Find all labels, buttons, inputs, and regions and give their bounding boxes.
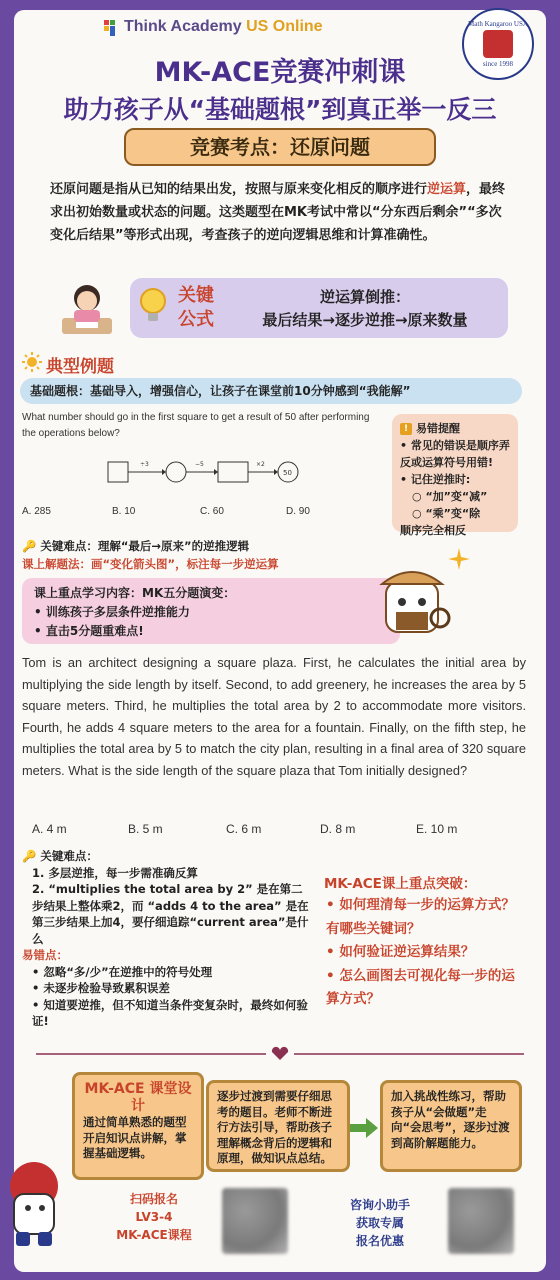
option-b: B. 5 m	[128, 822, 163, 836]
op-label: −5	[195, 461, 204, 468]
result-label: 50	[283, 469, 292, 477]
key-formula-line1: 逆运算倒推：	[319, 288, 410, 306]
option-a: A. 4 m	[32, 822, 67, 836]
math-kangaroo-seal: Math Kangaroo USA since 1998	[462, 8, 534, 80]
sun-icon	[22, 352, 42, 372]
mascot-illustration-icon	[0, 1152, 70, 1252]
consult-cta: 咨询小助手 获取专属 报名优惠	[349, 1198, 410, 1248]
page-subtitle: 助力孩子从“基础题根”到真正举一反三	[63, 95, 497, 124]
topic-banner: 竞赛考点：还原问题	[124, 128, 436, 166]
option-e: E. 10 m	[416, 822, 458, 836]
detective-mascot-icon	[372, 560, 452, 644]
student-illustration-icon	[58, 278, 116, 336]
difficulty-1: 🔑 关键难点：理解“最后→原来”的逆推逻辑	[22, 539, 250, 553]
choice-b: B. 10	[112, 506, 136, 517]
design-step-1: MK-ACE 课堂设计 通过简单熟悉的题型开启知识点讲解，掌握基础逻辑。	[72, 1072, 204, 1180]
op-label: ÷3	[140, 461, 149, 468]
choice-a: A. 285	[22, 506, 51, 517]
qr-code-consult[interactable]	[448, 1188, 514, 1254]
lightbulb-icon	[138, 286, 168, 326]
key-formula-label: 关键 公式	[178, 285, 214, 330]
method-1: 课上解题法：画“变化箭头图”，标注每一步逆运算	[22, 557, 279, 571]
key-formula-line2: 最后结果→逐步逆推→原来数量	[262, 311, 468, 329]
brand-logo-icon	[104, 20, 118, 36]
design-step-3: 加入挑战性练习，帮助孩子从“会做题”走向“会思考”，逐步过渡到高阶解题能力。	[380, 1080, 522, 1172]
basic-level-bar: 基础题根：基础导入，增强信心，让孩子在课堂前10分钟感到“我能解”	[20, 378, 522, 404]
intro-paragraph: 还原问题是指从已知的结果出发，按照与原来变化相反的顺序进行逆运算，最终求出初始数量或状态的问题。这类题型在MK考试中常以“分东西后剩余”“多次变化后结果”等形式出现，考查孩子的逆向逻辑思维和计算准确性。	[50, 182, 506, 243]
breakthrough-title: MK-ACE课上重点突破：	[324, 876, 477, 892]
section-title: 典型例题	[46, 357, 114, 377]
heart-divider	[36, 1046, 524, 1062]
warning-box: ! 易错提醒 • 常见的错误是顺序弄反或运算符号用错! • 记住逆推时: ○ “加”变“减” ○ “乘”变“除 顺序完全相反	[392, 414, 518, 532]
choice-d: D. 90	[286, 506, 310, 517]
brand-name: Think Academy US Online	[124, 18, 323, 35]
mk5-box: 课上重点学习内容：MK五分题演变： • 训练孩子多层条件逆推能力 • 直击5分题重难点!	[22, 578, 400, 644]
option-c: C. 6 m	[226, 822, 262, 836]
question-2-text: Tom is an architect designing a square plaza. First, he calculates the initial area by multiplying the side length by itself. Second, to add greenery, he increases the area by 5 square meters. Third, he multiplies the total area by 2 to accommodate more visitors. Fourth, he adds 4 square meters to the area for a fountain. Finally, on the fifth step, he multiplies the total area by 5 to match the city plan, resulting in a final area of 320 square meters. What is the side length of the square plaza that Tom initially designed?	[22, 655, 526, 778]
option-d: D. 8 m	[320, 822, 356, 836]
register-cta: 扫码报名 LV3-4 MK-ACE课程	[116, 1192, 192, 1242]
difficulty-2: 🔑 关键难点： 1. 多层逆推，每一步需准确反算 2. “multiplies the total area by 2” 是在第二步结果上整体乘2，而 “adds 4 to the area” 是在第三步结果上加4，要仔细追踪“current area”是什么 易错点： • 忽略“多/少”在逆推中的符号处理 • 未逐步检验导致累积误差 • 知道要逆推，但不知道当条件变复杂时，最终如何验证!	[22, 849, 309, 1028]
page-title: MK-ACE竞赛冲刺课	[154, 57, 406, 88]
question-1-text: What number should go in the first square to get a result of 50 after performing the operations below?	[22, 412, 370, 439]
warning-icon: !	[400, 423, 412, 435]
design-step-2: 逐步过渡到需要仔细思考的题目。老师不断进行方法引导，帮助孩子理解概念背后的逻辑和原理，做知识点总结。	[206, 1080, 350, 1172]
sparkle-icon	[448, 548, 470, 570]
arrow-right-icon	[350, 1118, 378, 1138]
operations-flow-diagram	[100, 448, 320, 498]
breakthrough-list: • 如何理清每一步的运算方式？有哪些关键词？ • 如何验证逆运算结果？ • 怎么画图去可视化每一步的运算方式？	[326, 897, 515, 1007]
op-label: ×2	[256, 461, 265, 468]
choice-c: C. 60	[200, 506, 224, 517]
qr-code-register[interactable]	[222, 1188, 288, 1254]
